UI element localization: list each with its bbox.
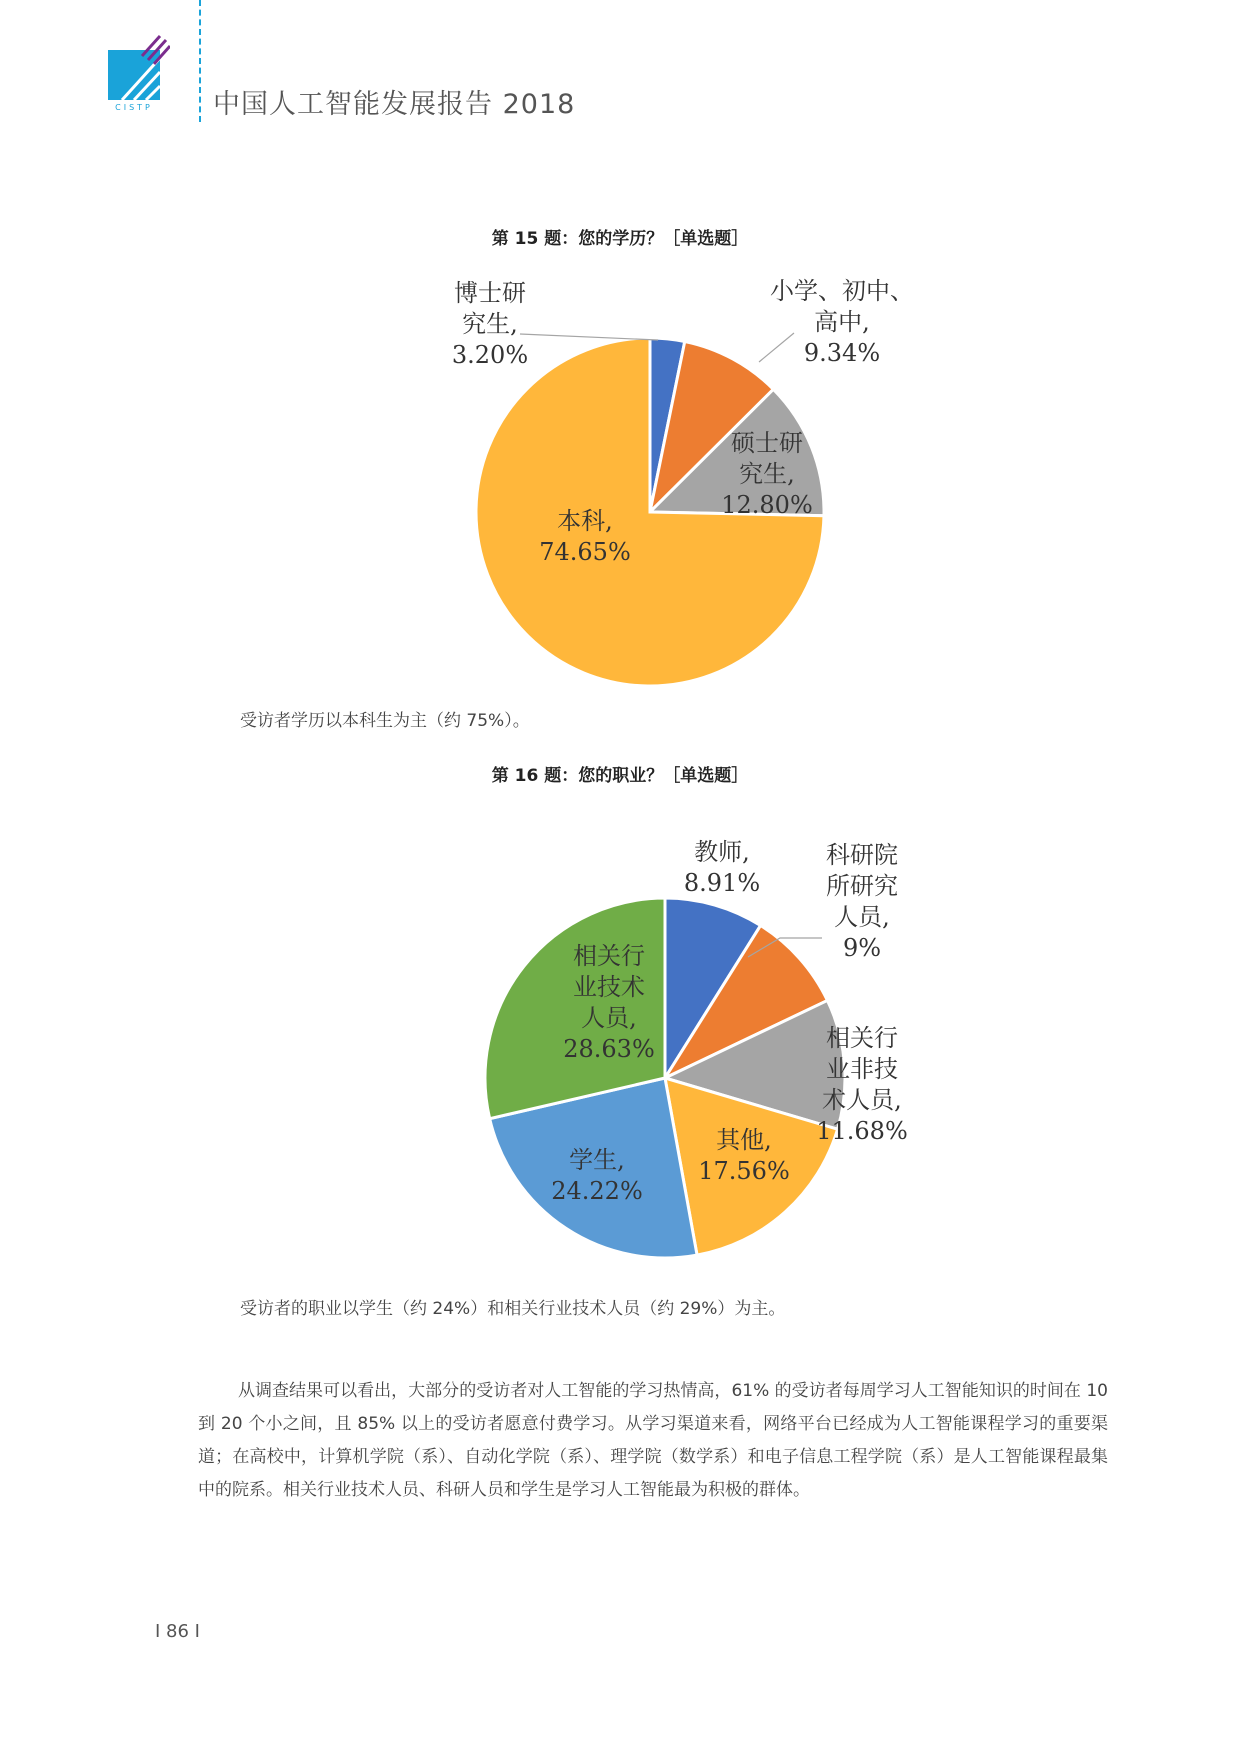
pie-label-value: 11.68%	[816, 1117, 908, 1145]
pie-label-text: 本科,	[557, 507, 613, 535]
pie-label-value: 74.65%	[539, 538, 631, 566]
cistp-logo	[108, 34, 170, 112]
chart2-caption: 受访者的职业以学生（约 24%）和相关行业技术人员（约 29%）为主。	[240, 1299, 786, 1319]
pie-slice-label	[505, 506, 665, 568]
pie-label-value: 28.63%	[563, 1035, 655, 1063]
pie-slice-label	[529, 941, 689, 1065]
pie-slice-label	[782, 840, 942, 964]
logo-text: CISTP	[115, 103, 153, 112]
pie-label-text: 究生,	[739, 460, 795, 488]
page-number-bar-right: I	[188, 1621, 200, 1642]
occupation-pie-chart	[0, 830, 1240, 1280]
education-pie-chart	[0, 262, 1240, 702]
pie-label-text: 相关行	[826, 1024, 898, 1052]
page-number-value: 86	[166, 1621, 189, 1642]
pie-slice-label	[642, 837, 802, 899]
report-title: 中国人工智能发展报告 2018	[213, 89, 576, 120]
pie-slice-label	[687, 428, 847, 521]
page-number	[155, 1621, 200, 1642]
pie-label-text: 人员,	[834, 903, 890, 931]
summary-paragraph: 从调查结果可以看出，大部分的受访者对人工智能的学习热情高，61% 的受访者每周学习人工智能知识的时间在 10 到 20 个小之间，且 85% 以上的受访者愿意付费学习。从学习渠道来看，网络平台已经成为人工智能课程学习的重要渠道；在高校中，计算机学院（系）、自动化学院（系）、理学院（数学系）和电子信息工程学院（系）是人工智能课程最集中的院系。相关行业技术人员、科研人员和学生是学习人工智能最为积极的群体。	[198, 1381, 1108, 1500]
pie-label-text: 业非技	[826, 1055, 898, 1083]
pie-label-text: 术人员,	[822, 1086, 902, 1114]
education-pie-svg	[0, 262, 1240, 702]
chart2-title: 第 16 题：您的职业？［单选题］	[491, 766, 749, 786]
pie-label-text: 学生,	[569, 1146, 625, 1174]
pie-label-text: 相关行	[573, 942, 645, 970]
header-divider	[199, 0, 201, 122]
pie-label-value: 12.80%	[721, 491, 813, 519]
pie-label-value: 17.56%	[698, 1157, 790, 1185]
pie-slice-label	[410, 278, 570, 371]
pie-label-text: 业技术	[573, 973, 645, 1001]
pie-slice-label	[664, 1125, 824, 1187]
chart1-caption: 受访者学历以本科生为主（约 75%）。	[240, 711, 530, 731]
pie-label-text: 科研院	[826, 841, 898, 869]
pie-label-text: 小学、初中、	[770, 277, 914, 305]
pie-label-text: 所研究	[826, 872, 898, 900]
pie-label-value: 24.22%	[551, 1177, 643, 1205]
pie-slice-label	[517, 1145, 677, 1207]
pie-label-text: 高中,	[814, 308, 870, 336]
pie-label-text: 博士研	[454, 279, 526, 307]
page-number-bar-left: I	[155, 1621, 167, 1642]
pie-label-value: 8.91%	[683, 869, 761, 897]
chart1-title: 第 15 题：您的学历？［单选题］	[491, 229, 749, 249]
pie-label-value: 9.34%	[803, 339, 881, 367]
pie-label-value: 9%	[842, 934, 882, 962]
pie-label-text: 其他,	[716, 1126, 772, 1154]
pie-slice-label	[762, 276, 922, 369]
pie-label-value: 3.20%	[451, 341, 529, 369]
pie-label-text: 究生,	[462, 310, 518, 338]
pie-label-text: 教师,	[694, 838, 750, 866]
pie-label-text: 硕士研	[731, 429, 803, 457]
pie-label-text: 人员,	[581, 1004, 637, 1032]
